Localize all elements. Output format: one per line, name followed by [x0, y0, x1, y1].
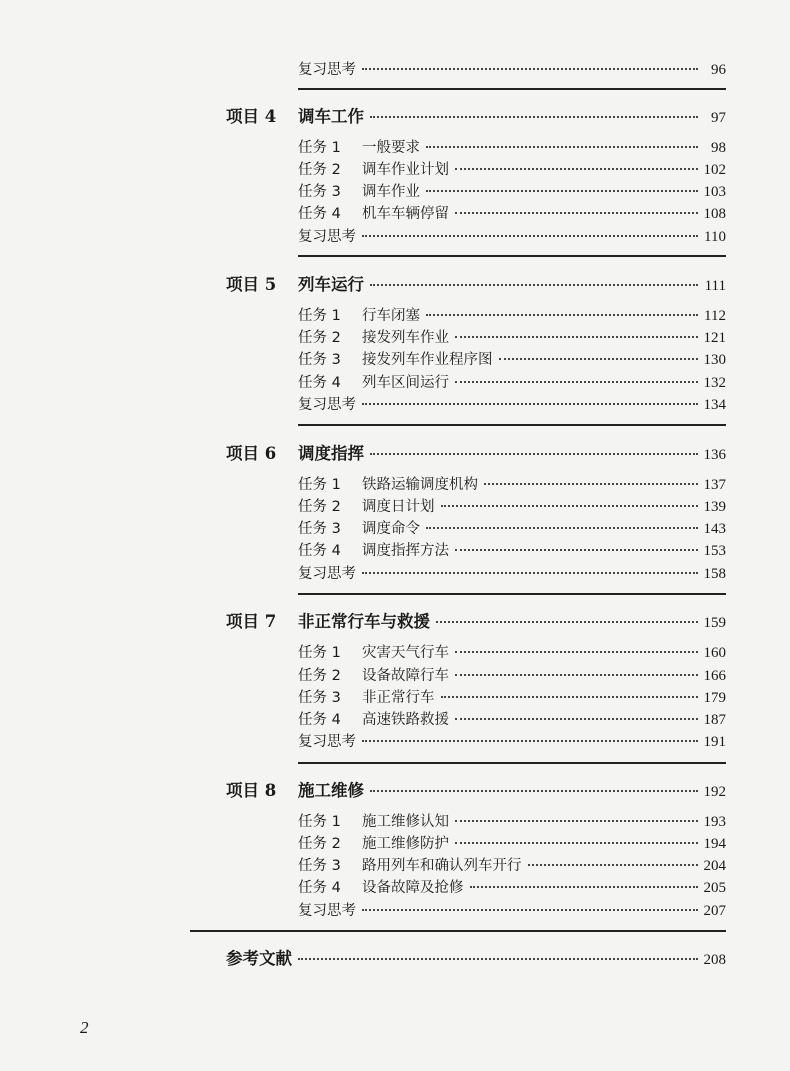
task-title: 接发列车作业 — [362, 330, 449, 346]
dot-leader — [528, 864, 698, 866]
section-divider — [298, 762, 726, 764]
dot-leader — [426, 527, 698, 529]
page-ref: 102 — [703, 162, 726, 178]
page-ref: 108 — [703, 206, 726, 222]
dot-leader — [455, 381, 698, 383]
toc-task-entry[interactable] — [298, 304, 726, 325]
page-ref: 130 — [703, 352, 726, 368]
toc-review-entry[interactable] — [298, 562, 726, 583]
toc-review-entry[interactable] — [298, 58, 726, 79]
project-number: 项目 8 — [226, 781, 277, 800]
page-ref: 121 — [703, 330, 726, 346]
page-ref: 139 — [703, 499, 726, 515]
task-number: 任务 2 — [298, 836, 341, 852]
toc-review-entry[interactable] — [298, 393, 726, 414]
page-ref: 111 — [704, 278, 726, 294]
project-title: 非正常行车与救援 — [298, 612, 430, 631]
task-title: 接发列车作业程序图 — [362, 352, 493, 368]
toc-task-entry[interactable] — [298, 473, 726, 494]
task-title: 路用列车和确认列车开行 — [362, 858, 522, 874]
task-title: 机车车辆停留 — [362, 206, 449, 222]
section-divider — [298, 424, 726, 426]
review-label: 复习思考 — [298, 566, 356, 582]
dot-leader — [499, 358, 698, 360]
task-title: 调车作业 — [362, 184, 420, 200]
review-label: 复习思考 — [298, 229, 356, 245]
task-number: 任务 4 — [298, 712, 341, 728]
task-number: 任务 4 — [298, 206, 341, 222]
toc-task-entry[interactable] — [298, 517, 726, 538]
project-number: 项目 7 — [226, 612, 277, 631]
dot-leader — [455, 820, 698, 822]
page-ref: 134 — [703, 397, 726, 413]
toc-task-entry[interactable] — [298, 810, 726, 831]
review-label: 复习思考 — [298, 62, 356, 78]
page-ref: 191 — [703, 734, 726, 750]
dot-leader — [362, 572, 698, 574]
page-ref: 158 — [703, 566, 726, 582]
page-ref: 153 — [703, 543, 726, 559]
project-title: 调度指挥 — [298, 444, 364, 463]
section-divider — [298, 593, 726, 595]
page-ref: 159 — [703, 615, 726, 631]
page-number: 2 — [80, 1018, 89, 1037]
page-ref: 179 — [703, 690, 726, 706]
page-ref: 103 — [703, 184, 726, 200]
task-number: 任务 3 — [298, 858, 341, 874]
project-number: 项目 4 — [226, 107, 277, 126]
toc-task-entry[interactable] — [298, 371, 726, 392]
task-title: 设备故障及抢修 — [362, 880, 464, 896]
toc-task-entry[interactable] — [298, 158, 726, 179]
task-number: 任务 3 — [298, 352, 341, 368]
section-divider — [298, 255, 726, 257]
task-number: 任务 3 — [298, 521, 341, 537]
page-ref: 96 — [711, 62, 726, 78]
dot-leader — [362, 235, 698, 237]
toc-task-entry[interactable] — [298, 854, 726, 875]
page-ref: 204 — [703, 858, 726, 874]
review-label: 复习思考 — [298, 397, 356, 413]
dot-leader — [298, 958, 698, 960]
toc-task-entry[interactable] — [298, 876, 726, 897]
section-divider — [190, 930, 726, 932]
toc-project-6[interactable] — [226, 440, 726, 464]
project-title: 调车工作 — [298, 107, 364, 126]
task-title: 非正常行车 — [362, 690, 435, 706]
page-ref: 166 — [703, 668, 726, 684]
dot-leader — [484, 483, 698, 485]
page-ref: 112 — [704, 308, 726, 324]
task-number: 任务 2 — [298, 499, 341, 515]
task-number: 任务 4 — [298, 880, 341, 896]
dot-leader — [455, 842, 698, 844]
toc-project-5[interactable] — [226, 271, 726, 295]
task-title: 铁路运输调度机构 — [362, 477, 478, 493]
toc-task-entry[interactable] — [298, 180, 726, 201]
project-title: 列车运行 — [298, 275, 364, 294]
page-ref: 205 — [703, 880, 726, 896]
dot-leader — [362, 68, 698, 70]
dot-leader — [455, 168, 698, 170]
page-ref: 137 — [703, 477, 726, 493]
dot-leader — [370, 790, 698, 792]
dot-leader — [426, 146, 698, 148]
page-ref: 194 — [703, 836, 726, 852]
toc-review-entry[interactable] — [298, 730, 726, 751]
dot-leader — [426, 314, 698, 316]
task-number: 任务 1 — [298, 645, 341, 661]
project-number: 项目 6 — [226, 444, 277, 463]
page-ref: 187 — [703, 712, 726, 728]
task-title: 高速铁路救援 — [362, 712, 449, 728]
dot-leader — [441, 505, 698, 507]
page-ref: 132 — [703, 375, 726, 391]
toc-references-entry[interactable] — [226, 945, 726, 969]
toc-task-entry[interactable] — [298, 136, 726, 157]
page-ref: 110 — [704, 229, 726, 245]
page-ref: 192 — [703, 784, 726, 800]
dot-leader — [426, 190, 698, 192]
page-ref: 207 — [703, 903, 726, 919]
toc-project-4[interactable] — [226, 103, 726, 127]
dot-leader — [455, 549, 698, 551]
task-number: 任务 2 — [298, 668, 341, 684]
dot-leader — [441, 696, 698, 698]
dot-leader — [455, 212, 698, 214]
task-number: 任务 1 — [298, 140, 341, 156]
dot-leader — [436, 621, 698, 623]
references-label: 参考文献 — [226, 949, 292, 968]
task-title: 施工维修防护 — [362, 836, 449, 852]
dot-leader — [370, 284, 698, 286]
dot-leader — [362, 740, 698, 742]
review-label: 复习思考 — [298, 734, 356, 750]
dot-leader — [362, 909, 698, 911]
toc-review-entry[interactable] — [298, 899, 726, 920]
task-title: 调度日计划 — [362, 499, 435, 515]
section-divider — [298, 88, 726, 90]
toc-project-8[interactable] — [226, 777, 726, 801]
toc-review-entry[interactable] — [298, 225, 726, 246]
toc-task-entry[interactable] — [298, 202, 726, 223]
task-number: 任务 4 — [298, 375, 341, 391]
project-number: 项目 5 — [226, 275, 277, 294]
task-title: 行车闭塞 — [362, 308, 420, 324]
task-title: 调度指挥方法 — [362, 543, 449, 559]
page-ref: 208 — [703, 952, 726, 968]
dot-leader — [470, 886, 698, 888]
task-title: 调度命令 — [362, 521, 420, 537]
task-number: 任务 1 — [298, 814, 341, 830]
page-ref: 193 — [703, 814, 726, 830]
toc-task-entry[interactable] — [298, 326, 726, 347]
toc-task-entry[interactable] — [298, 664, 726, 685]
dot-leader — [370, 453, 698, 455]
page-ref: 136 — [703, 447, 726, 463]
toc-project-7[interactable] — [226, 608, 726, 632]
task-number: 任务 3 — [298, 184, 341, 200]
task-number: 任务 1 — [298, 477, 341, 493]
task-title: 列车区间运行 — [362, 375, 449, 391]
review-label: 复习思考 — [298, 903, 356, 919]
project-title: 施工维修 — [298, 781, 364, 800]
toc-task-entry[interactable] — [298, 708, 726, 729]
task-number: 任务 4 — [298, 543, 341, 559]
toc-task-entry[interactable] — [298, 832, 726, 853]
task-title: 灾害天气行车 — [362, 645, 449, 661]
task-number: 任务 3 — [298, 690, 341, 706]
page-ref: 160 — [703, 645, 726, 661]
toc-task-entry[interactable] — [298, 495, 726, 516]
task-title: 一般要求 — [362, 140, 420, 156]
task-title: 施工维修认知 — [362, 814, 449, 830]
task-number: 任务 2 — [298, 330, 341, 346]
toc-task-entry[interactable] — [298, 641, 726, 662]
toc-task-entry[interactable] — [298, 348, 726, 369]
dot-leader — [455, 336, 698, 338]
dot-leader — [455, 718, 698, 720]
dot-leader — [455, 651, 698, 653]
toc-task-entry[interactable] — [298, 539, 726, 560]
page-ref: 98 — [711, 140, 726, 156]
task-title: 调车作业计划 — [362, 162, 449, 178]
task-number: 任务 2 — [298, 162, 341, 178]
page-ref: 97 — [711, 110, 726, 126]
dot-leader — [370, 116, 698, 118]
task-title: 设备故障行车 — [362, 668, 449, 684]
dot-leader — [455, 674, 698, 676]
page-ref: 143 — [703, 521, 726, 537]
toc-task-entry[interactable] — [298, 686, 726, 707]
task-number: 任务 1 — [298, 308, 341, 324]
dot-leader — [362, 403, 698, 405]
